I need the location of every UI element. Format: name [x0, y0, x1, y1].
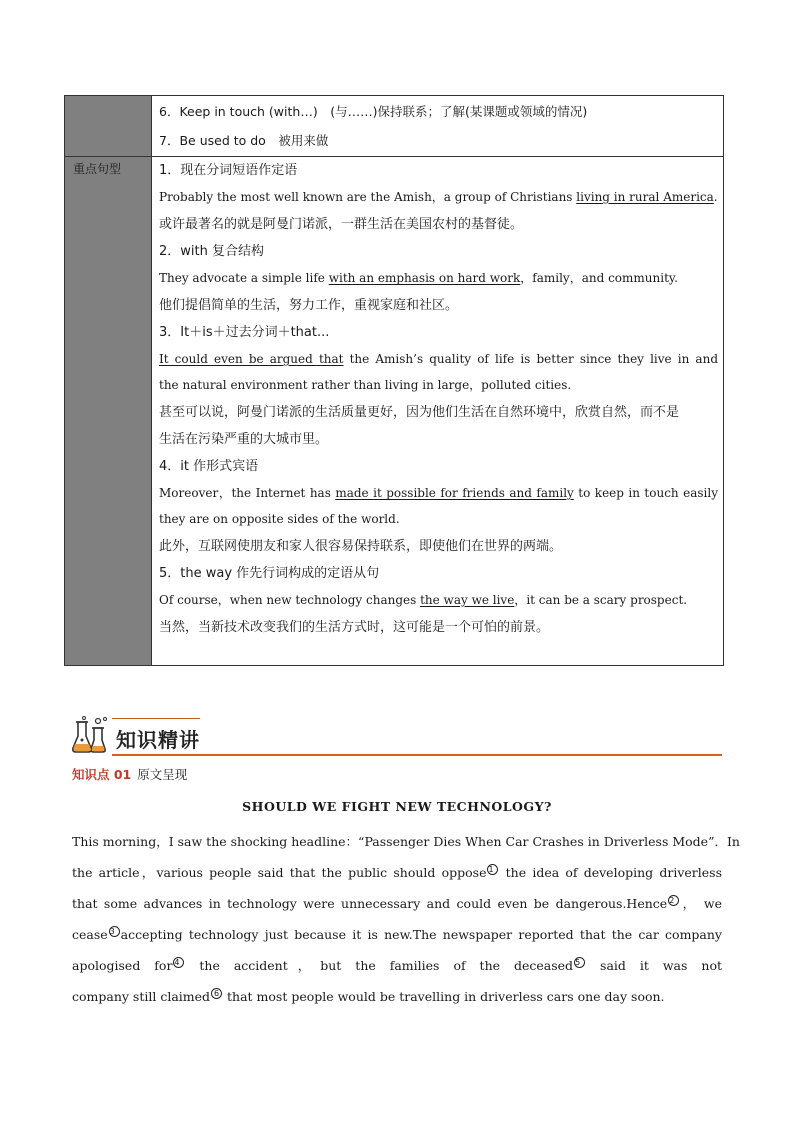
lab-flask-icon	[70, 716, 110, 754]
pattern-1-heading: 1．现在分词短语作定语	[159, 163, 298, 178]
row-header-label: 重点句型	[73, 162, 122, 176]
article-line: cease $^3$ accepting technology just because it is new.The newspaper reported that the car company	[72, 927, 722, 942]
pattern-3-heading: 3．It＋is＋过去分词＋that...	[159, 325, 330, 340]
note-marker-3: 3	[109, 926, 120, 937]
pattern-3-translation: 甚至可以说，阿曼门诺派的生活质量更好，因为他们生活在自然环境中，欣赏自然，而不是	[159, 405, 680, 420]
pattern-3-translation-cont: 生活在污染严重的大城市里。	[159, 432, 329, 447]
pattern-4-underline: made it possible for friends and family	[335, 486, 574, 500]
note-marker-4: 4	[173, 957, 184, 968]
section-top-rule	[112, 718, 200, 719]
table-row	[65, 96, 724, 157]
pattern-2-example: They advocate a simple life with an emphasis on hard work，family，and community.	[159, 271, 678, 285]
knowledge-point-label: 知识点 01	[72, 767, 132, 782]
note-marker-1: 1	[487, 864, 498, 875]
pattern-3-example-cont: the natural environment rather than living in large，polluted cities.	[159, 378, 572, 392]
article-line: the article，various people said that the public should oppose $^1$ the idea of developing driverless	[72, 865, 722, 880]
knowledge-point-row	[72, 765, 187, 783]
table-row	[65, 157, 724, 666]
pattern-4-example: Moreover，the Internet has made it possible for friends and family to keep in touch easily	[159, 486, 718, 500]
pattern-3-underline: It could even be argued that	[159, 352, 344, 366]
article-body	[72, 826, 740, 1012]
row-body-sentences	[152, 157, 724, 666]
article-line: that some advances in technology were unnecessary and could even be dangerous.Hence $^2$ ， we	[72, 896, 722, 911]
article-line: company still claimed $^6$ that most people would be travelling in driverless cars one day soon.	[72, 989, 665, 1004]
knowledge-point-title: 原文呈现	[137, 767, 188, 782]
phrase-6: 6．Keep in touch (with…) (与……)保持联系；了解(某课题或领域的情况)	[159, 104, 588, 119]
pattern-4-example-cont: they are on opposite sides of the world.	[159, 512, 400, 526]
article-line: apologised for $^4$ the accident，but the families of the deceased $^5$ said it was not	[72, 958, 722, 973]
pattern-4-heading: 4．it 作形式宾语	[159, 459, 259, 474]
pattern-1-example: Probably the most well known are the Amish，a group of Christians living in rural America.	[159, 190, 718, 204]
pattern-2-heading: 2．with 复合结构	[159, 244, 264, 259]
row-body-phrases	[152, 96, 724, 157]
pattern-1-translation: 或许最著名的就是阿曼门诺派，一群生活在美国农村的基督徒。	[159, 217, 524, 232]
note-marker-2: 2	[668, 895, 679, 906]
note-marker-6: 6	[211, 988, 222, 999]
row-header-empty	[65, 96, 152, 157]
key-sentence-table	[64, 95, 724, 666]
section-divider	[112, 754, 722, 756]
pattern-5-translation: 当然，当新技术改变我们的生活方式时，这可能是一个可怕的前景。	[159, 620, 550, 635]
pattern-5-example: Of course，when new technology changes the way we live，it can be a scary prospect.	[159, 593, 688, 607]
pattern-3-example: It could even be argued that the Amish’s quality of life is better since they live in and	[159, 352, 718, 366]
pattern-1-underline: living in rural America	[576, 190, 714, 204]
row-header-key-sentences	[65, 157, 152, 666]
phrase-7: 7．Be used to do 被用来做	[159, 133, 329, 148]
pattern-4-translation: 此外，互联网使朋友和家人很容易保持联系，即使他们在世界的两端。	[159, 539, 563, 554]
pattern-5-heading: 5．the way 作先行词构成的定语从句	[159, 566, 380, 581]
article-title: SHOULD WE FIGHT NEW TECHNOLOGY?	[242, 799, 552, 814]
pattern-5-underline: the way we live	[420, 593, 515, 607]
note-marker-5: 5	[574, 957, 585, 968]
article-line: This morning，I saw the shocking headline：“Passenger Dies When Car Crashes in Driverless Mode”．In	[72, 834, 740, 849]
pattern-2-underline: with an emphasis on hard work	[328, 271, 521, 285]
section-title: 知识精讲	[116, 728, 200, 752]
pattern-2-translation: 他们提倡简单的生活，努力工作，重视家庭和社区。	[159, 298, 459, 313]
